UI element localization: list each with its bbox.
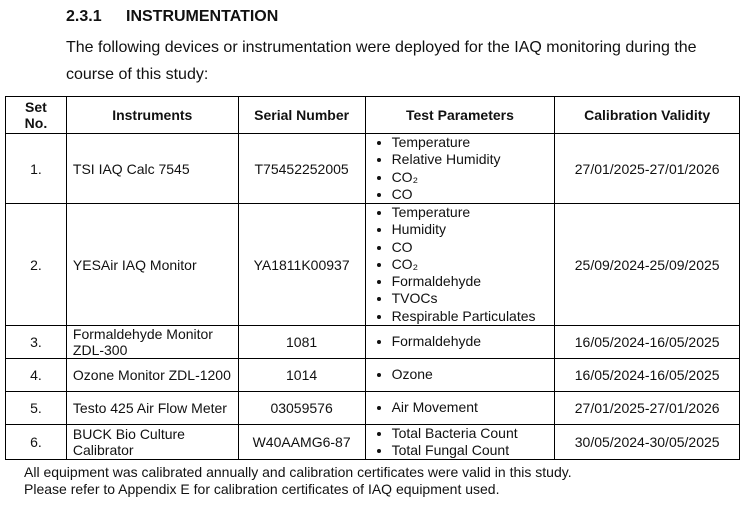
test-parameters-cell — [365, 134, 555, 204]
calibration-validity-cell: 27/01/2025-27/01/2026 — [555, 392, 740, 425]
parameter-item: • CO — [392, 239, 549, 256]
section-title: INSTRUMENTATION — [126, 8, 279, 25]
set-no-cell: 4. — [6, 359, 67, 392]
parameter-item: • Temperature — [392, 204, 549, 221]
serial-number-cell: T75452252005 — [238, 134, 365, 204]
parameter-item: • Respirable Particulates — [392, 308, 549, 325]
parameter-item: • Total Bacteria Count — [392, 425, 549, 442]
parameter-list — [372, 204, 549, 324]
serial-number-cell: YA1811K00937 — [238, 204, 365, 326]
serial-number-cell: 1081 — [238, 326, 365, 359]
table-row — [6, 359, 740, 392]
parameter-item: • Ozone — [392, 366, 549, 383]
calibration-validity-cell: 16/05/2024-16/05/2025 — [555, 359, 740, 392]
section-heading — [66, 8, 278, 26]
header-calibration-validity: Calibration Validity — [555, 97, 740, 134]
test-parameters-cell — [365, 204, 555, 326]
calibration-validity-cell: 16/05/2024-16/05/2025 — [555, 326, 740, 359]
parameter-item: • Relative Humidity — [392, 151, 549, 168]
test-parameters-cell — [365, 326, 555, 359]
instrument-cell: TSI IAQ Calc 7545 — [66, 134, 238, 204]
parameter-list — [372, 134, 549, 203]
set-no-cell: 6. — [6, 425, 67, 460]
calibration-validity-cell: 27/01/2025-27/01/2026 — [555, 134, 740, 204]
calibration-validity-cell: 30/05/2024-30/05/2025 — [555, 425, 740, 460]
parameter-list — [372, 366, 549, 383]
table-row — [6, 134, 740, 204]
table-row — [6, 204, 740, 326]
serial-number-cell: 03059576 — [238, 392, 365, 425]
table-row — [6, 392, 740, 425]
instrument-cell: Ozone Monitor ZDL-1200 — [66, 359, 238, 392]
parameter-item: • CO₂ — [392, 256, 549, 273]
instrumentation-table — [5, 96, 740, 460]
parameter-list — [372, 425, 549, 459]
parameter-item: • TVOCs — [392, 290, 549, 307]
set-no-cell: 2. — [6, 204, 67, 326]
header-set-no: Set No. — [6, 97, 67, 134]
parameter-item: • Formaldehyde — [392, 273, 549, 290]
table-header-row — [6, 97, 740, 134]
parameter-item: • CO — [392, 186, 549, 203]
header-instruments: Instruments — [66, 97, 238, 134]
intro-paragraph: The following devices or instrumentation were deployed for the IAQ monitoring during the course of this study: — [66, 39, 697, 83]
footnotes — [24, 464, 572, 498]
serial-number-cell: 1014 — [238, 359, 365, 392]
header-serial-number: Serial Number — [238, 97, 365, 134]
instrument-cell: Formaldehyde Monitor ZDL-300 — [66, 326, 238, 359]
parameter-list — [372, 399, 549, 416]
set-no-cell: 3. — [6, 326, 67, 359]
parameter-item: • Temperature — [392, 134, 549, 151]
calibration-validity-cell: 25/09/2024-25/09/2025 — [555, 204, 740, 326]
instrument-cell: BUCK Bio Culture Calibrator — [66, 425, 238, 460]
footnote-calibration: All equipment was calibrated annually and calibration certificates were valid in this study. — [24, 464, 572, 480]
parameter-item: • Humidity — [392, 221, 549, 238]
parameter-list — [372, 333, 549, 350]
parameter-item: • CO₂ — [392, 169, 549, 186]
test-parameters-cell — [365, 425, 555, 460]
parameter-item: • Formaldehyde — [392, 333, 549, 350]
parameter-item: • Air Movement — [392, 399, 549, 416]
set-no-cell: 5. — [6, 392, 67, 425]
parameter-item: • Total Fungal Count — [392, 442, 549, 459]
table-row — [6, 326, 740, 359]
header-test-parameters: Test Parameters — [365, 97, 555, 134]
set-no-cell: 1. — [6, 134, 67, 204]
instrument-cell: Testo 425 Air Flow Meter — [66, 392, 238, 425]
table-row — [6, 425, 740, 460]
test-parameters-cell — [365, 392, 555, 425]
serial-number-cell: W40AAMG6-87 — [238, 425, 365, 460]
section-number: 2.3.1 — [66, 8, 102, 25]
instrument-cell: YESAir IAQ Monitor — [66, 204, 238, 326]
footnote-appendix: Please refer to Appendix E for calibration certificates of IAQ equipment used. — [24, 481, 500, 497]
test-parameters-cell — [365, 359, 555, 392]
